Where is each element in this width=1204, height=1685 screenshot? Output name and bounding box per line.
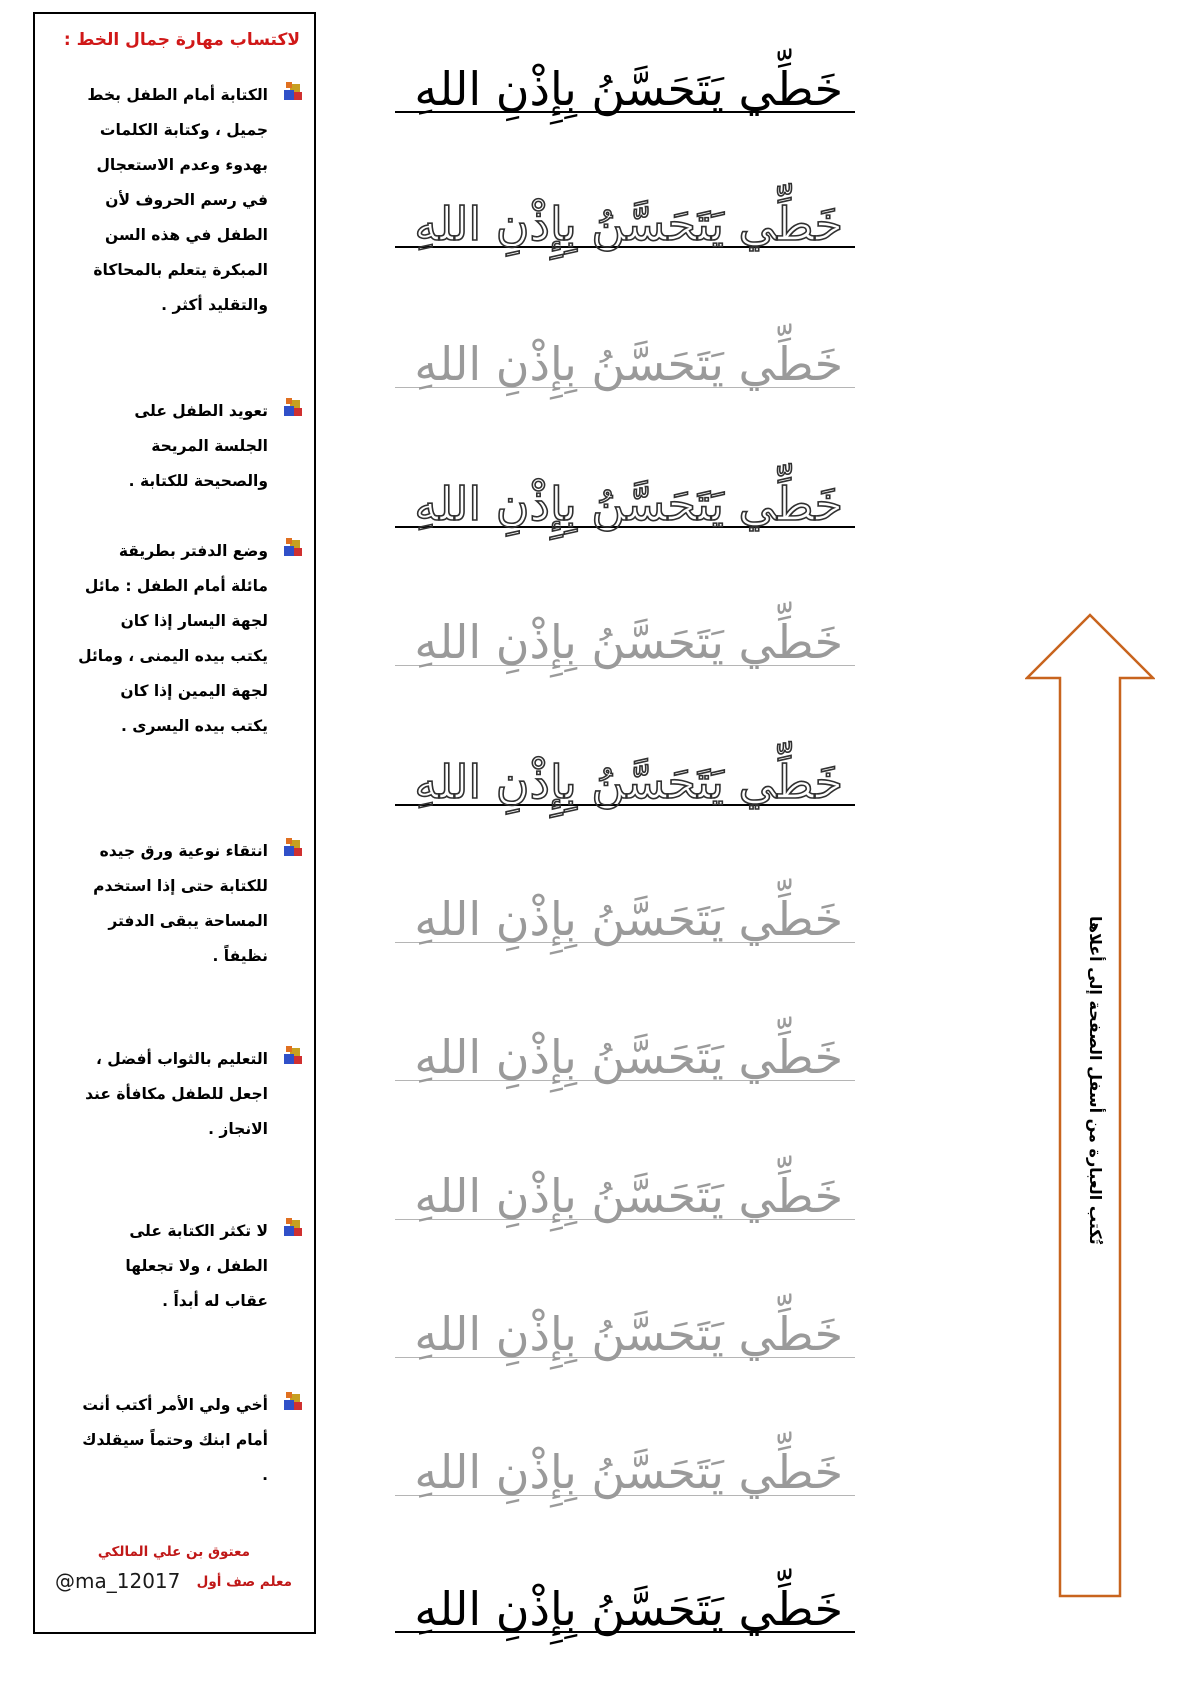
practice-line-gray xyxy=(395,320,855,400)
tip-text: أخي ولي الأمر أكتب أنت أمام ابنك وحتماً سيقلدك . xyxy=(82,1396,268,1484)
tip-item xyxy=(47,1214,302,1319)
bullet-cube-icon xyxy=(280,1218,302,1240)
practice-phrase: خَطِّي يَتَحَسَّنُ بِإِذْنِ اللهِ xyxy=(414,1030,843,1084)
tip-item xyxy=(47,1042,302,1147)
practice-line-solid xyxy=(395,1565,855,1645)
bullet-cube-icon xyxy=(280,1392,302,1414)
practice-phrase: خَطِّي يَتَحَسَّنُ بِإِذْنِ اللهِ xyxy=(414,337,843,391)
tip-text: لا تكثر الكتابة على الطفل ، ولا تجعلها عقاب له أبداً . xyxy=(125,1222,268,1310)
practice-line-dotted xyxy=(395,460,855,540)
bullet-cube-icon xyxy=(280,838,302,860)
practice-phrase: خَطِّي يَتَحَسَّنُ بِإِذْنِ اللهِ xyxy=(414,1169,843,1223)
tip-text: تعويد الطفل على الجلسة المريحة والصحيحة للكتابة . xyxy=(128,402,268,490)
bullet-cube-icon xyxy=(280,82,302,104)
practice-line-gray xyxy=(395,1152,855,1232)
practice-line-gray xyxy=(395,1013,855,1093)
tip-text: الكتابة أمام الطفل بخط جميل ، وكتابة الكلمات بهدوء وعدم الاستعجال في رسم الحروف لأن الطفل في هذه السن المبكرة يتعلم بالمحاكاة والتقليد أكثر . xyxy=(87,86,268,314)
instruction-text: تُكتب العبارة من أسفل الصفحة إلى أعلاها xyxy=(1086,915,1105,1245)
practice-phrase: خَطِّي يَتَحَسَّنُ بِإِذْنِ اللهِ xyxy=(414,1445,843,1499)
practice-phrase: خَطِّي يَتَحَسَّنُ بِإِذْنِ اللهِ xyxy=(414,1582,843,1636)
author-role: معلم صف أول xyxy=(196,1574,292,1590)
practice-line-gray xyxy=(395,1428,855,1508)
author-name: معتوق بن علي المالكي xyxy=(97,1544,250,1560)
tip-item xyxy=(47,534,302,744)
tips-heading: لاكتساب مهارة جمال الخط : xyxy=(63,30,300,50)
tip-item xyxy=(47,1388,302,1493)
practice-line-gray xyxy=(395,1290,855,1370)
tip-text: انتقاء نوعية ورق جيده للكتابة حتى إذا استخدم المساحة يبقى الدفتر نظيفاً . xyxy=(93,842,268,965)
practice-phrase: خَطِّي يَتَحَسَّنُ بِإِذْنِ اللهِ xyxy=(414,197,843,251)
practice-phrase: خَطِّي يَتَحَسَّنُ بِإِذْنِ اللهِ xyxy=(414,755,843,809)
tip-item xyxy=(47,394,302,499)
bullet-cube-icon xyxy=(280,1046,302,1068)
bullet-cube-icon xyxy=(280,398,302,420)
tip-text: التعليم بالثواب أفضل ، اجعل للطفل مكافأة عند الانجاز . xyxy=(85,1050,268,1138)
practice-phrase: خَطِّي يَتَحَسَّنُ بِإِذْنِ اللهِ xyxy=(414,62,843,116)
tip-item xyxy=(47,78,302,323)
practice-phrase: خَطِّي يَتَحَسَّنُ بِإِذْنِ اللهِ xyxy=(414,477,843,531)
practice-phrase: خَطِّي يَتَحَسَّنُ بِإِذْنِ اللهِ xyxy=(414,1307,843,1361)
practice-line-gray xyxy=(395,875,855,955)
practice-phrase: خَطِّي يَتَحَسَّنُ بِإِذْنِ اللهِ xyxy=(414,892,843,946)
practice-line-dotted xyxy=(395,738,855,818)
tip-text: وضع الدفتر بطريقة مائلة أمام الطفل : مائل لجهة اليسار إذا كان يكتب بيده اليمنى ، ومائل لجهة اليمين إذا كان يكتب بيده اليسرى . xyxy=(78,542,268,735)
tips-box xyxy=(33,12,316,1634)
practice-line-solid xyxy=(395,45,855,125)
bullet-cube-icon xyxy=(280,538,302,560)
tip-item xyxy=(47,834,302,974)
practice-line-gray xyxy=(395,598,855,678)
author-handle: @ma_12017 xyxy=(55,1569,181,1593)
practice-line-dotted xyxy=(395,180,855,260)
practice-phrase: خَطِّي يَتَحَسَّنُ بِإِذْنِ اللهِ xyxy=(414,615,843,669)
